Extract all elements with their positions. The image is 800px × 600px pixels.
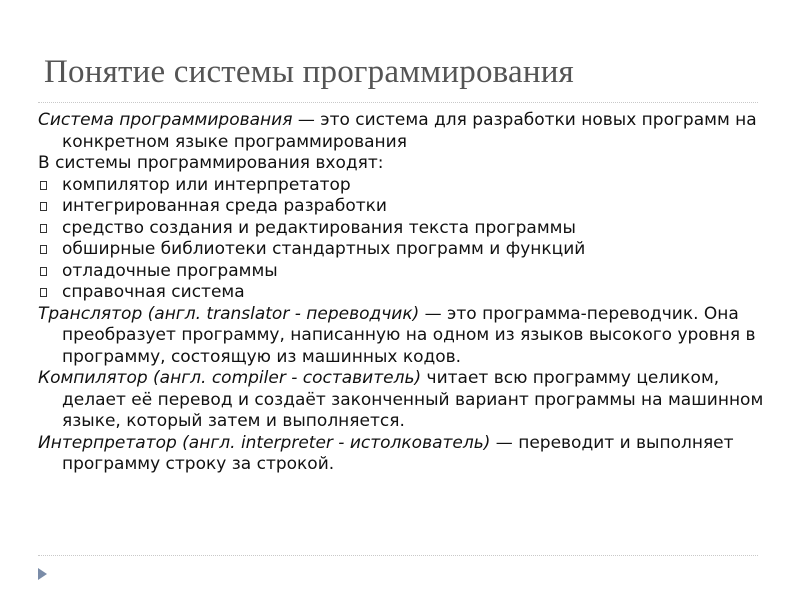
list-item (38, 239, 778, 261)
term-compiler: Компилятор (англ. compiler - составитель) (38, 368, 422, 388)
list-item (38, 261, 778, 283)
definition-system (38, 110, 778, 153)
list-item-label: отладочные программы (62, 260, 278, 281)
definition-system-text: — это система для разработки новых программ на конкретном языке программирования (62, 110, 757, 152)
term-interpreter: Интерпретатор (англ. interpreter - истолкователь) (38, 432, 491, 453)
list-item (38, 218, 778, 240)
term-system: Система программирования (38, 110, 293, 130)
list-item-label: компилятор или интерпретатор (62, 174, 351, 195)
definition-interpreter (38, 433, 778, 476)
title-divider (38, 102, 758, 103)
bullet-square-icon (40, 202, 47, 211)
bullet-square-icon (40, 224, 47, 233)
includes-heading: В системы программирования входят: (38, 153, 384, 173)
list-item (38, 282, 778, 304)
list-item-label: интегрированная среда разработки (62, 196, 387, 216)
definition-translator-text: — это программа-переводчик. Она преобразует программу, написанную на одном из языков высокого уровня в программу, состоящую из машинных кодов. (62, 303, 756, 367)
bullet-square-icon (40, 181, 47, 190)
definition-compiler-text: читает всю программу целиком, делает её перевод и создаёт законченный вариант программы на машинном языке, который затем и выполняется. (62, 368, 764, 431)
definition-compiler (38, 368, 778, 433)
list-item-label: справочная система (62, 282, 245, 302)
list-item-label: средство создания и редактирования текста программы (62, 217, 576, 238)
definition-translator (38, 304, 778, 369)
bullet-square-icon (40, 245, 47, 254)
slide-title: Понятие системы программирования (44, 54, 574, 90)
list-item (38, 196, 778, 218)
term-translator: Транслятор (англ. translator - переводчик) (38, 303, 420, 324)
definition-interpreter-text: — переводит и выполняет программу строку за строкой. (62, 432, 734, 474)
list-item (38, 175, 778, 197)
bullet-square-icon (40, 288, 47, 297)
triangle-right-icon[interactable] (38, 568, 47, 580)
footer-divider (38, 555, 758, 556)
bullet-square-icon (40, 267, 47, 276)
list-item-label: обширные библиотеки стандартных программ и функций (62, 239, 586, 259)
slide-body (38, 110, 778, 476)
